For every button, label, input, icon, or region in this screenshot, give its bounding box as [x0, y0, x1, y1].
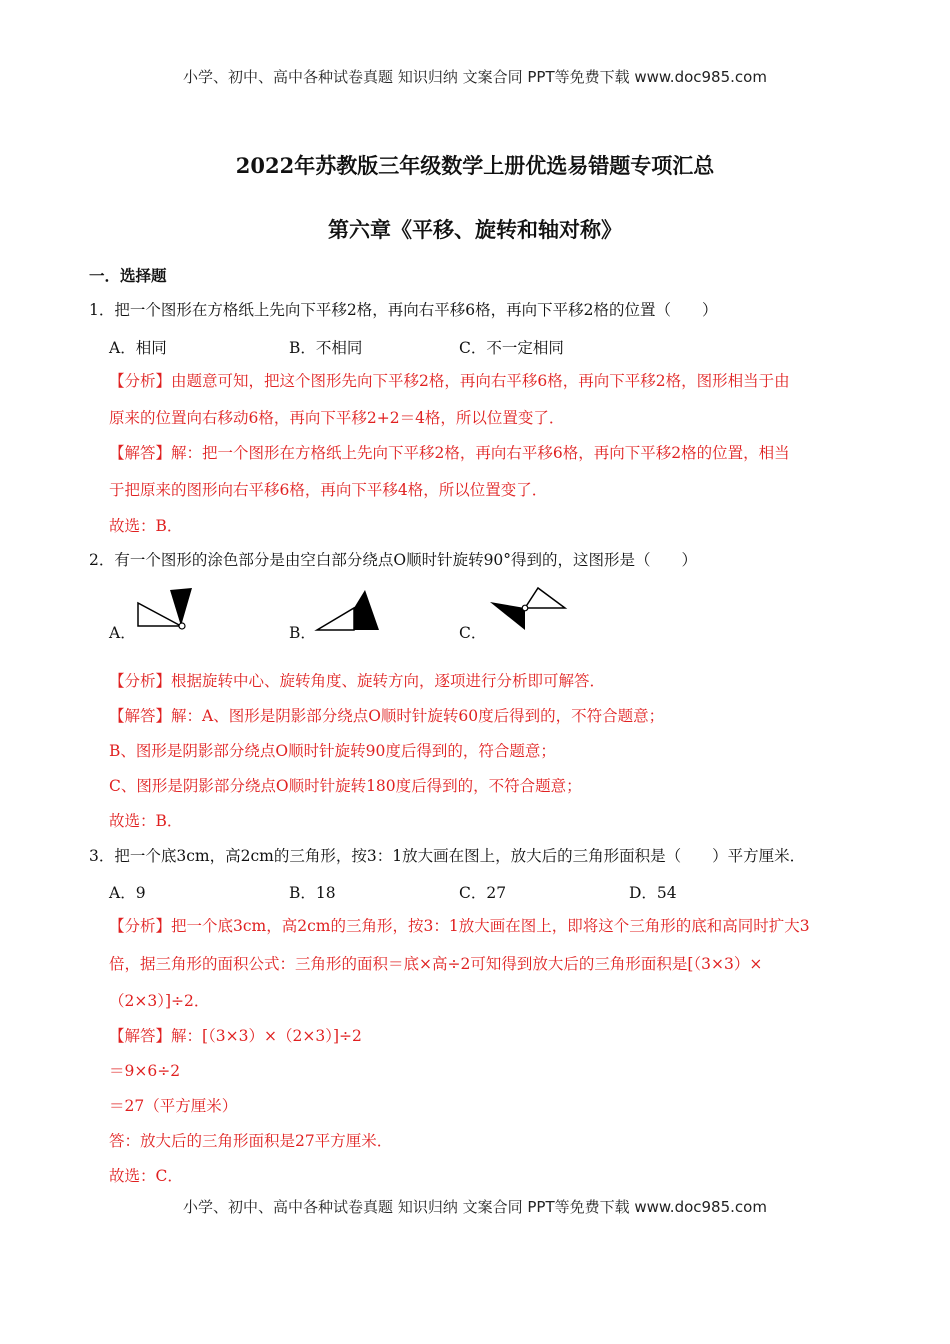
q2-answer-b: B、图形是阴影部分绕点O顺时针旋转90度后得到的，符合题意；	[109, 742, 556, 760]
q2-option-c: C．	[459, 624, 487, 642]
q2-option-b: B．	[289, 624, 316, 642]
q1-option-b: B．不相同	[289, 339, 363, 357]
q3-analysis-line-1: 【分析】把一个底3cm，高2cm的三角形，按3：1放大画在图上，即将这个三角形的底和高同时扩大3	[109, 917, 810, 935]
q2-answer-c: C、图形是阴影部分绕点O顺时针旋转180度后得到的，不符合题意；	[109, 777, 582, 795]
q3-option-b: B．18	[289, 884, 336, 902]
section-heading: 一．选择题	[89, 266, 167, 285]
chapter-title: 第六章《平移、旋转和轴对称》	[328, 217, 622, 242]
page-header: 小学、初中、高中各种试卷真题 知识归纳 文案合同 PPT等免费下载 www.doc985.com	[183, 68, 767, 86]
q2-figure-b	[314, 588, 384, 634]
q3-analysis-line-3: （2×3）]÷2．	[109, 992, 210, 1010]
page-footer: 小学、初中、高中各种试卷真题 知识归纳 文案合同 PPT等免费下载 www.doc985.com	[183, 1198, 767, 1216]
q1-analysis-line-2: 原来的位置向右移动6格，再向下平移2+2＝4格，所以位置变了．	[109, 409, 565, 427]
document-title: 2022年苏教版三年级数学上册优选易错题专项汇总	[235, 153, 715, 178]
q1-answer-line-1: 【解答】解：把一个图形在方格纸上先向下平移2格，再向右平移6格，再向下平移2格的位置，相当	[109, 444, 790, 462]
q3-choice: 故选：C．	[109, 1167, 183, 1185]
q1-option-a: A．相同	[109, 339, 167, 357]
q3-answer-line-3: ＝27（平方厘米）	[109, 1097, 238, 1115]
q2-choice: 故选：B．	[109, 812, 183, 830]
q2-figure-c	[487, 582, 571, 634]
q1-option-c: C．不一定相同	[459, 339, 564, 357]
q1-stem: 1．把一个图形在方格纸上先向下平移2格，再向右平移6格，再向下平移2格的位置（ ）	[89, 301, 718, 319]
q3-answer-line-4: 答：放大后的三角形面积是27平方厘米．	[109, 1132, 393, 1150]
q2-option-a: A．	[109, 624, 136, 642]
q3-answer-line-1: 【解答】解：[（3×3）×（2×3）]÷2	[109, 1027, 362, 1045]
q1-answer-line-2: 于把原来的图形向右平移6格，再向下平移4格，所以位置变了．	[109, 481, 548, 499]
q3-stem: 3．把一个底3cm，高2cm的三角形，按3：1放大画在图上，放大后的三角形面积是（ ）平方厘米．	[89, 847, 806, 865]
q3-answer-line-2: ＝9×6÷2	[109, 1062, 181, 1080]
q2-stem: 2．有一个图形的涂色部分是由空白部分绕点O顺时针旋转90°得到的，这图形是（ ）	[89, 551, 698, 569]
q3-option-c: C．27	[459, 884, 507, 902]
q3-option-a: A．9	[109, 884, 146, 902]
q3-option-d: D．54	[629, 884, 677, 902]
q3-analysis-line-2: 倍，据三角形的面积公式：三角形的面积＝底×高÷2可知得到放大后的三角形面积是[（3×3）×	[109, 955, 763, 973]
q2-figure-a	[134, 584, 194, 634]
q1-choice: 故选：B．	[109, 517, 183, 535]
q1-analysis-line-1: 【分析】由题意可知，把这个图形先向下平移2格，再向右平移6格，再向下平移2格，图形相当于由	[109, 372, 790, 390]
q2-answer-a: 【解答】解：A、图形是阴影部分绕点O顺时针旋转60度后得到的，不符合题意；	[109, 707, 665, 725]
q2-analysis: 【分析】根据旋转中心、旋转角度、旋转方向，逐项进行分析即可解答．	[109, 672, 606, 690]
